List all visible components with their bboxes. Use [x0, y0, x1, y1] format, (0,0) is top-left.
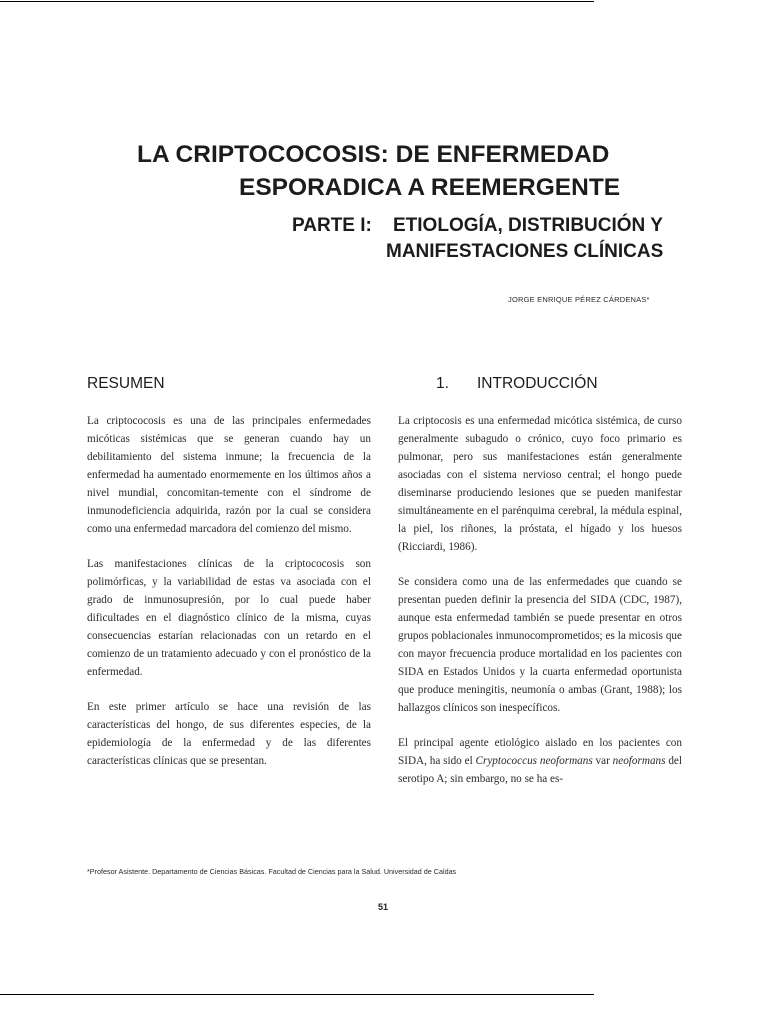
- article-title: [0, 138, 768, 204]
- footnote: *Profesor Asistente. Departamento de Ciencias Básicas. Facultad de Ciencias para la Salud. Universidad de Caldas: [87, 867, 457, 876]
- author-name: JORGE ENRIQUE PÉREZ CÁRDENAS*: [508, 295, 650, 304]
- variety-name: neoformans: [612, 755, 666, 767]
- subtitle-part-label: PARTE I:: [292, 215, 372, 236]
- resumen-paragraph-1: La criptococosis es una de las principales enfermedades micóticas sistémicas que se generan cuando hay un debilitamiento del sistema inmune; la frecuencia de la enfermedad ha aumentado enormemente en los últimos años a nivel mundial, concomitan-temente con el síndrome de inmunodeficiencia adquirida, razón por la cual se considera como una enfermedad marcadora del comienzo del mismo.: [87, 415, 371, 535]
- resumen-column: [87, 374, 371, 787]
- top-rule: [0, 1, 594, 2]
- introduccion-heading: [398, 374, 682, 394]
- resumen-heading: RESUMEN: [87, 375, 165, 392]
- resumen-paragraph-3: En este primer artículo se hace una revisión de las características del hongo, de sus diferentes especies, de la epidemiología de la enfermedad y de las diferentes características clínicas que se presentan.: [87, 701, 371, 767]
- introduccion-column: [398, 374, 682, 805]
- subtitle-line-1: ETIOLOGÍA, DISTRIBUCIÓN Y: [393, 215, 663, 236]
- subtitle-line-2: MANIFESTACIONES CLÍNICAS: [386, 241, 664, 262]
- section-title: INTRODUCCIÓN: [477, 375, 598, 392]
- bottom-rule: [0, 994, 594, 995]
- page-number-text: 51: [377, 902, 388, 912]
- species-name: Cryptococcus neoformans: [475, 755, 593, 767]
- resumen-paragraph-2: Las manifestaciones clínicas de la criptococosis son polimórficas, y la variabilidad de estas va asociada con el grado de inmunosupresión, por lo cual puede haber dificultades en el diagnóstico clínico de la misma, cuyas consecuencias estarían relacionadas con un retardo en el comienzo de un tratamiento adecuado y con el pronóstico de la enfermedad.: [87, 558, 371, 678]
- intro-p3-start: El principal agente etiológico aislado en los pacientes con SIDA, ha sido el: [398, 737, 682, 767]
- intro-paragraph-3: [398, 734, 682, 788]
- section-number: 1.: [436, 375, 449, 392]
- intro-p3-end: del serotipo A; sin embargo, no se ha es-: [398, 755, 682, 785]
- title-line-2: ESPORADICA A REEMERGENTE: [239, 174, 621, 201]
- title-line-1: LA CRIPTOCOCOSIS: DE ENFERMEDAD: [137, 141, 610, 168]
- page-number: [0, 902, 768, 912]
- intro-paragraph-2: Se considera como una de las enfermedades que cuando se presentan pueden definir la presencia del SIDA (CDC, 1987), aunque esta enfermedad también se puede presentar en otros grupos poblacionales inmunocomprometidos; es la micosis que con mayor frecuencia produce mortalidad en los pacientes con SIDA en Estados Unidos y la cuarta enfermedad oportunista que produce meningitis, neumonía o ambas (Grant, 1988); los hallazgos clínicos son inespecíficos.: [398, 576, 682, 714]
- intro-paragraph-1: La criptocosis es una enfermedad micótica sistémica, de curso generalmente subagudo o crónico, cuyo foco primario es pulmonar, pero sus manifestaciones están generalmente asociadas con el sistema nervioso central; el hongo puede diseminarse produciendo lesiones que se pueden manifestar simultáneamente en el parénquima cerebral, la médula espinal, la piel, los riñones, la próstata, el hígado y los huesos (Ricciardi, 1986).: [398, 415, 682, 553]
- intro-p3-mid: var: [592, 755, 613, 767]
